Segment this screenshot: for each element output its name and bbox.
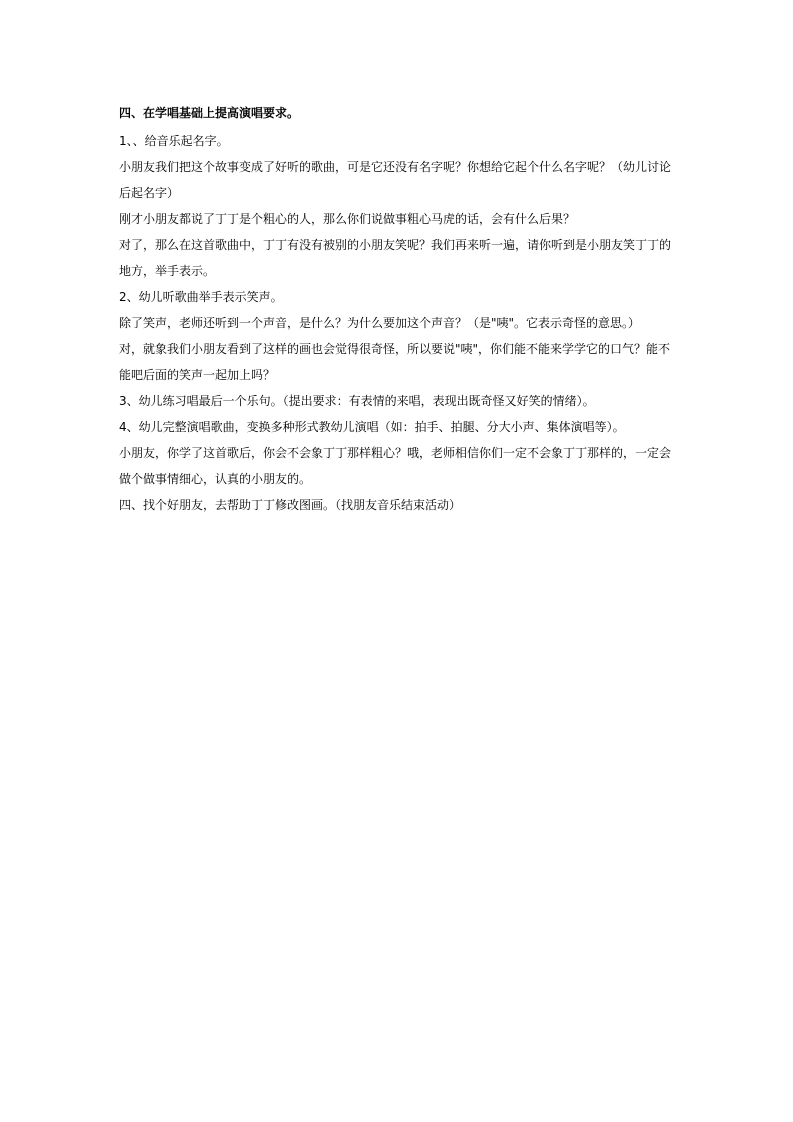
- paragraph-consequence: 刚才小朋友都说了丁丁是个粗心的人，那么你们说做事粗心马虎的话，会有什么后果？: [119, 212, 576, 226]
- paragraph-item-3: 3、幼儿练习唱最后一个乐句。（提出要求：有表情的来唱，表现出既奇怪又好笑的情绪）。: [119, 394, 595, 408]
- paragraph-section-4: 四、找个好朋友，去帮助丁丁修改图画。（找朋友音乐结束活动）: [119, 498, 462, 512]
- paragraph-careful: 小朋友，你学了这首歌后，你会不会象丁丁那样粗心？哦，老师相信你们一定不会象丁丁那样的，一定会做个做事情细心，认真的小朋友的。: [119, 446, 672, 486]
- paragraph-sound: 除了笑声，老师还听到一个声音，是什么？为什么要加这个声音？（是"咦"。它表示奇怪的意思。）: [119, 316, 641, 330]
- paragraph-item-2: 2、幼儿听歌曲举手表示笑声。: [119, 290, 283, 304]
- document-page: [119, 100, 675, 518]
- paragraph-listen-again: 对了，那么在这首歌曲中，丁丁有没有被别的小朋友笑呢？我们再来听一遍，请你听到是小朋友笑丁丁的地方，举手表示。: [119, 238, 672, 278]
- paragraph-question-name: 小朋友我们把这个故事变成了好听的歌曲，可是它还没有名字呢？你想给它起个什么名字呢？（幼儿讨论后起名字）: [119, 160, 672, 200]
- paragraph-item-1: 1、、给音乐起名字。: [119, 134, 229, 148]
- paragraph-tone: 对，就象我们小朋友看到了这样的画也会觉得很奇怪，所以要说"咦"，你们能不能来学学它的口气？能不能吧后面的笑声一起加上吗？: [119, 342, 671, 382]
- paragraph-item-4: 4、幼儿完整演唱歌曲，变换多种形式教幼儿演唱（如：拍手、拍腿、分大小声、集体演唱等）。: [119, 420, 625, 434]
- section-heading: 四、在学唱基础上提高演唱要求。: [119, 106, 300, 120]
